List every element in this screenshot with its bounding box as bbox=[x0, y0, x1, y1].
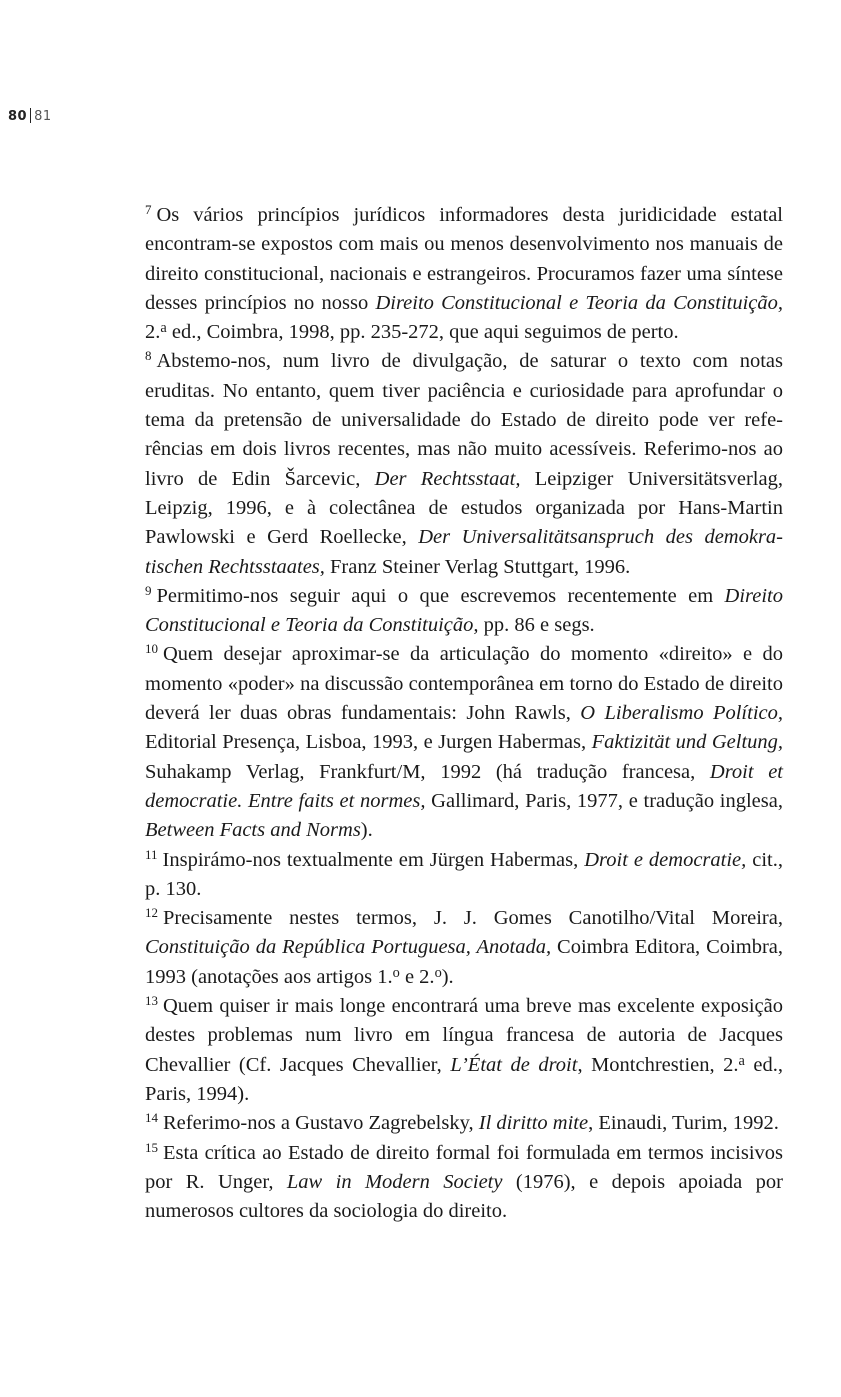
footnote-12 bbox=[145, 904, 783, 992]
footnote-text: 2. bbox=[145, 321, 161, 344]
citation-title: Der Universalitätsanspruch des demokratischen Rechtsstaates, bbox=[145, 526, 783, 578]
citation-title: O Liberalismo Político, bbox=[580, 702, 783, 725]
footnote-text: Quem desejar aproximar-se da articulação do momento «direito» e do momento «poder» na discussão contemporânea em torno do Estado de direito deverá ler duas obras fundamentais: John Rawls, bbox=[145, 643, 783, 725]
footnote-text: , Montchrestien, 2. bbox=[577, 1053, 739, 1076]
footnote-text: Editorial Presença, Lisboa, 1993, e Jurgen Habermas, bbox=[145, 731, 592, 754]
citation-title: Der Rechtsstaat, bbox=[374, 467, 521, 490]
footnote-11 bbox=[145, 846, 783, 905]
footnote-number: 12 bbox=[145, 905, 158, 921]
ordinal-indicator: a bbox=[160, 320, 167, 337]
footnote-text: Quem quiser ir mais longe encontrará uma breve mas excelente exposição destes problemas num livro em língua francesa de autoria de Jacques Chevallier (Cf. Jacques Chevallier, bbox=[145, 995, 783, 1076]
footnote-text: Permitimo-nos seguir aqui o que escrevemos recentemente em bbox=[156, 584, 725, 607]
ordinal-indicator: o bbox=[392, 964, 400, 981]
footnote-number: 9 bbox=[145, 582, 152, 598]
page-number bbox=[8, 108, 52, 124]
footnote-number: 14 bbox=[145, 1110, 158, 1126]
footnote-number: 8 bbox=[145, 348, 152, 364]
footnote-text: ed., Coimbra, 1998, pp. 235-272, que aqui seguimos de perto. bbox=[166, 321, 679, 344]
citation-title: Il diritto mite bbox=[478, 1112, 589, 1135]
citation-title: Constituição da República Portuguesa, Anotada, bbox=[145, 936, 552, 959]
page-number-current: 80 bbox=[8, 109, 28, 124]
footnote-text: cit., p. 130. bbox=[145, 848, 783, 900]
footnote-text: Precisamente nestes termos, J. J. Gomes Canotilho/Vital Moreira, bbox=[163, 907, 783, 930]
citation-title: Direito Constitucional e Teoria da Constituição, bbox=[145, 584, 783, 637]
footnote-text: (1976), e depois apoiada por numerosos cultores da sociologia do direito. bbox=[145, 1170, 783, 1223]
page-number-separator bbox=[30, 108, 31, 123]
citation-title: Droit et democratie. Entre faits et normes, bbox=[145, 760, 784, 812]
footnote-14 bbox=[145, 1109, 783, 1138]
ordinal-indicator: o bbox=[434, 964, 442, 981]
footnote-number: 10 bbox=[145, 641, 158, 657]
footnote-text: Abstemo-nos, num livro de divulgação, de saturar o texto com notas eruditas. No entanto, quem tiver paciência e curiosidade para aprofundar o tema da pretensão de universalidade do Estado de direito pode ver referências em dois livros recentes, mas não muito acessíveis. Referimo-nos ao livro de Edin Šarcevic, bbox=[145, 350, 783, 490]
footnote-text: , Einaudi, Turim, 1992. bbox=[588, 1112, 779, 1135]
footnote-text: ). bbox=[441, 965, 454, 988]
footnote-text: Inspirámo-nos textualmente em Jürgen Habermas, bbox=[162, 848, 585, 871]
footnote-text: Coimbra Editora, Coimbra, 1993 (anotações aos artigos 1. bbox=[145, 936, 783, 988]
footnote-text: Leipziger Universitätsverlag, Leipzig, 1996, e à colectânea de estudos organizada por Hans-Martin Pawlowski e Gerd Roellecke, bbox=[145, 467, 783, 549]
citation-title: Faktizität und Geltung, bbox=[591, 731, 784, 754]
footnote-9 bbox=[145, 582, 783, 641]
footnote-number: 13 bbox=[145, 993, 158, 1009]
page-number-next: 81 bbox=[34, 109, 52, 124]
footnote-10 bbox=[145, 640, 783, 845]
footnote-number: 7 bbox=[145, 202, 152, 217]
footnote-15 bbox=[145, 1139, 783, 1227]
citation-title: Direito Constitucional e Teoria da Constituição, bbox=[375, 291, 784, 314]
footnote-8 bbox=[145, 347, 783, 581]
footnote-text: e 2. bbox=[399, 965, 435, 988]
footnote-text: Gallimard, Paris, 1977, e tradução inglesa, bbox=[425, 789, 783, 812]
footnote-text: Os vários princípios jurídicos informadores desta juridicidade estatal encontram-se expostos com mais ou menos desenvolvimento nos manuais de direito constitucional, nacionais e estrangeiros. Procuramos fazer uma síntese desses princípios no nosso bbox=[145, 204, 783, 314]
citation-title: Law in Modern Society bbox=[286, 1170, 503, 1193]
footnote-number: 11 bbox=[145, 846, 158, 862]
footnote-text: ed., Paris, 1994). bbox=[145, 1053, 783, 1105]
footnotes-list bbox=[145, 201, 783, 1226]
ordinal-indicator: a bbox=[738, 1052, 745, 1069]
footnote-number: 15 bbox=[145, 1139, 158, 1155]
citation-title: Between Facts and Norms bbox=[145, 819, 361, 842]
footnote-text: Referimo-nos a Gustavo Zagrebelsky, bbox=[163, 1112, 479, 1135]
footnote-text: ). bbox=[360, 819, 373, 842]
footnote-13 bbox=[145, 992, 783, 1109]
citation-title: Droit e democratie, bbox=[584, 848, 747, 871]
footnote-text: pp. 86 e segs. bbox=[478, 614, 595, 637]
footnote-text: Esta crítica ao Estado de direito formal foi formulada em termos incisivos por R. Unger, bbox=[145, 1141, 783, 1193]
citation-title: L’État de droit bbox=[450, 1053, 578, 1076]
footnote-text: Franz Steiner Verlag Stuttgart, 1996. bbox=[324, 555, 631, 578]
footnote-7 bbox=[145, 201, 783, 347]
footnote-text: Suhakamp Verlag, Frankfurt/M, 1992 (há tradução francesa, bbox=[145, 760, 710, 783]
